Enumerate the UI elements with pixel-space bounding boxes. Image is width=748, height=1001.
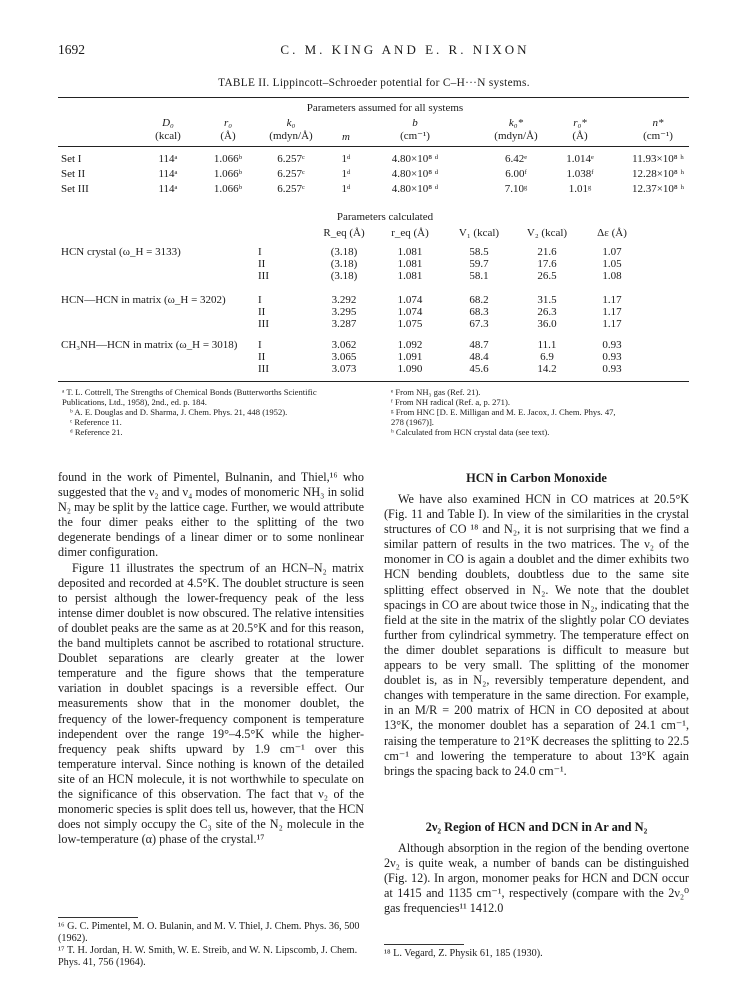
cell: 1.081 bbox=[397, 258, 423, 270]
cell: 26.3 bbox=[537, 306, 557, 318]
cell: 4.80×10⁸ ᵈ bbox=[391, 183, 439, 195]
set-label: Set II bbox=[61, 168, 86, 180]
cell: 0.93 bbox=[602, 363, 622, 375]
table-footnote: ᵉ From NH₃ gas (Ref. 21). bbox=[391, 387, 481, 397]
cell: 31.5 bbox=[537, 294, 557, 306]
footnote-rule bbox=[58, 917, 138, 918]
col-head: R_eq (Å) bbox=[323, 227, 365, 239]
cell: 1.081 bbox=[397, 246, 423, 258]
body-paragraph: Although absorption in the region of the bending overtone 2ν₂ is quite weak, a number of bands can be distinguished (Fig. 12). In argon, monomer peaks for HCN and DCN occur at 1415 and 1135 cm⁻¹, respectively (compare with the 2ν₂⁰ gas frequencies¹¹ 1412.0 bbox=[384, 841, 689, 916]
group-label: HCN—HCN in matrix (ω_H = 3202) bbox=[61, 294, 226, 306]
cell: 45.6 bbox=[469, 363, 489, 375]
cell: 4.80×10⁸ ᵈ bbox=[391, 153, 439, 165]
col-head: Δε (Å) bbox=[597, 227, 627, 239]
footnote-rule bbox=[384, 944, 464, 945]
right-column-block2 bbox=[384, 841, 689, 916]
cell: 1.01ᵍ bbox=[568, 183, 592, 195]
cell: 1.090 bbox=[397, 363, 423, 375]
col-unit: (cm⁻¹) bbox=[643, 130, 673, 142]
col-head: V₂ (kcal) bbox=[526, 227, 568, 239]
col-head: r₀ bbox=[223, 117, 233, 129]
section-heading: 2ν₂ Region of HCN and DCN in Ar and N₂ bbox=[425, 820, 648, 834]
cell: 6.257ᶜ bbox=[277, 183, 305, 195]
cell: 17.6 bbox=[537, 258, 557, 270]
col-head: k₀ bbox=[286, 117, 296, 129]
cell: 1ᵈ bbox=[341, 153, 351, 165]
cell: 1.17 bbox=[602, 294, 622, 306]
table-footnote: ᵇ A. E. Douglas and D. Sharma, J. Chem. Phys. 21, 448 (1952). bbox=[70, 407, 288, 417]
cell: I bbox=[258, 294, 262, 306]
cell: 11.1 bbox=[537, 339, 557, 351]
right-column-block1 bbox=[384, 492, 689, 779]
page-number: 1692 bbox=[58, 42, 85, 57]
col-head: r_eq (Å) bbox=[391, 227, 429, 239]
body-paragraph: We have also examined HCN in CO matrices at 20.5°K (Fig. 11 and Table I). In view of the similarities in the crystal structures of CO ¹⁸ and N₂, it is not surprising that we find a similar pattern of results in the two matrices. The ν₂ of the monomer in CO is again a doublet and the dimer exhibits two HCN bending doublets, doubtless due to the same site splitting effect observed in N₂. We note that the doublet spacings in CO are about twice those in N₂, indicating that the field at the site in the matrix of the slightly polar CO deviates further from cylindrical symmetry. The temperature effect on the dimer doublet separations is difficult to measure but appears to be very small. The splitting of the monomer doublet is, as in N₂, reversibly temperature dependent, and changes with temperature in the same direction. For example, in an M/R = 200 matrix of HCN in CO deposited at about 13°K, the monomer doublet has a separation of 24.1 cm⁻¹, raising the temperature to 21°K decreases the splitting to 22.5 cm⁻¹ and lowering the temperature to about 13°K again brings the spacing back to 24.0 cm⁻¹. bbox=[384, 492, 689, 778]
table-footnote: ᵈ Reference 21. bbox=[70, 427, 123, 437]
cell: 3.292 bbox=[331, 294, 357, 306]
col-head: r₀* bbox=[573, 117, 587, 129]
cell: II bbox=[258, 306, 266, 318]
col-head: m bbox=[342, 131, 350, 143]
cell: 1ᵈ bbox=[341, 183, 351, 195]
running-head: C. M. KING AND E. R. NIXON bbox=[280, 42, 530, 57]
cell: 0.93 bbox=[602, 339, 622, 351]
table-footnote: ʰ Calculated from HCN crystal data (see text). bbox=[391, 427, 550, 437]
col-unit: (cm⁻¹) bbox=[400, 130, 430, 142]
cell: 1.074 bbox=[397, 294, 423, 306]
cell: 6.9 bbox=[540, 351, 554, 363]
set-label: Set I bbox=[61, 153, 82, 165]
cell: 3.065 bbox=[331, 351, 357, 363]
cell: 114ᵃ bbox=[158, 153, 178, 165]
cell: 11.93×10⁸ ʰ bbox=[632, 153, 684, 165]
cell: II bbox=[258, 351, 266, 363]
right-footnote: ¹⁸ L. Vegard, Z. Physik 61, 185 (1930). bbox=[384, 948, 543, 959]
cell: 1.066ᵇ bbox=[213, 168, 243, 180]
cell: 3.073 bbox=[331, 363, 357, 375]
cell: 1.081 bbox=[397, 270, 423, 282]
cell: 3.295 bbox=[331, 306, 357, 318]
cell: (3.18) bbox=[330, 246, 358, 258]
cell: 48.7 bbox=[469, 339, 489, 351]
cell: II bbox=[258, 258, 266, 270]
cell: 1.08 bbox=[602, 270, 622, 282]
cell: 6.42ᵉ bbox=[504, 153, 528, 165]
table-footnote: 278 (1967)]. bbox=[391, 417, 434, 427]
cell: 68.3 bbox=[469, 306, 489, 318]
col-unit: (kcal) bbox=[155, 130, 181, 142]
cell: (3.18) bbox=[330, 270, 358, 282]
cell: 1.05 bbox=[602, 258, 622, 270]
table-footnote: ᵍ From HNC [D. E. Milligan and M. E. Jacox, J. Chem. Phys. 47, bbox=[391, 407, 616, 417]
cell: 67.3 bbox=[469, 318, 489, 330]
left-footnotes bbox=[58, 921, 364, 969]
cell: 12.37×10⁸ ʰ bbox=[631, 183, 685, 195]
cell: 68.2 bbox=[469, 294, 489, 306]
cell: 7.10ᵍ bbox=[504, 183, 528, 195]
col-head: b bbox=[412, 117, 418, 129]
table-footnote: ᶜ Reference 11. bbox=[70, 417, 122, 427]
cell: I bbox=[258, 246, 262, 258]
table-bottom-rule bbox=[58, 381, 689, 382]
table-footnote: Publications, Ltd., 1958), 2nd., ed. p. 184. bbox=[62, 397, 207, 407]
body-paragraph: found in the work of Pimentel, Bulnanin, and Thiel,¹⁶ who suggested that the ν₂ and ν₄ modes of monomeric NH₃ in solid N₂ may be split by the lattice cage. Further, we would attribute the four dimer peaks either to the splitting of the two degenerate bendings of a linear dimer or to some nonlinear dimer configuration. bbox=[58, 470, 364, 560]
cell: 14.2 bbox=[537, 363, 557, 375]
section-title-calculated: Parameters calculated bbox=[336, 211, 434, 223]
cell: 1.075 bbox=[397, 318, 423, 330]
cell: 59.7 bbox=[469, 258, 489, 270]
cell: 3.287 bbox=[331, 318, 357, 330]
footnote: ¹⁷ T. H. Jordan, H. W. Smith, W. E. Streib, and W. N. Lipscomb, J. Chem. Phys. 41, 756 (1964). bbox=[58, 945, 358, 968]
col-head: n* bbox=[652, 117, 664, 129]
table-caption: TABLE II. Lippincott–Schroeder potential for C–H···N systems. bbox=[218, 77, 530, 89]
cell: 4.80×10⁸ ᵈ bbox=[391, 168, 439, 180]
col-unit: (Å) bbox=[220, 130, 236, 142]
cell: 114ᵃ bbox=[158, 183, 178, 195]
cell: 1.014ᵉ bbox=[566, 153, 594, 165]
cell: 12.28×10⁸ ʰ bbox=[631, 168, 685, 180]
cell: 6.00ᶠ bbox=[505, 168, 527, 180]
group-label: CH₃NH—HCN in matrix (ω_H = 3018) bbox=[61, 339, 238, 351]
cell: 1ᵈ bbox=[341, 168, 351, 180]
cell: 1.07 bbox=[602, 246, 622, 258]
cell: I bbox=[258, 339, 262, 351]
section-title-assumed: Parameters assumed for all systems bbox=[306, 102, 464, 114]
table-footnote: ᶠ From NH radical (Ref. a, p. 271). bbox=[391, 397, 510, 407]
col-head: k₀* bbox=[508, 117, 524, 129]
cell: (3.18) bbox=[330, 258, 358, 270]
cell: 0.93 bbox=[602, 351, 622, 363]
cell: 58.1 bbox=[469, 270, 489, 282]
footnote: ¹⁶ G. C. Pimentel, M. O. Bulanin, and M. V. Thiel, J. Chem. Phys. 36, 500 (1962). bbox=[58, 921, 360, 944]
cell: 1.17 bbox=[602, 306, 622, 318]
cell: 1.091 bbox=[397, 351, 423, 363]
cell: 6.257ᶜ bbox=[277, 153, 305, 165]
group-label: HCN crystal (ω_H = 3133) bbox=[61, 246, 181, 258]
cell: 1.074 bbox=[397, 306, 423, 318]
col-head: D₀ bbox=[162, 117, 174, 129]
cell: 21.6 bbox=[537, 246, 557, 258]
col-unit: (mdyn/Å) bbox=[494, 130, 538, 142]
cell: 36.0 bbox=[537, 318, 557, 330]
col-unit: (Å) bbox=[572, 130, 588, 142]
cell: 48.4 bbox=[469, 351, 489, 363]
cell: 1.17 bbox=[602, 318, 622, 330]
table-top-rule bbox=[58, 97, 689, 98]
cell: 3.062 bbox=[331, 339, 357, 351]
cell: III bbox=[258, 270, 269, 282]
left-column bbox=[58, 470, 364, 847]
cell: 1.066ᵇ bbox=[213, 153, 243, 165]
table-footnote: ᵃ T. L. Cottrell, The Strengths of Chemical Bonds (Butterworths Scientific bbox=[62, 387, 317, 397]
cell: 1.092 bbox=[397, 339, 423, 351]
set-label: Set III bbox=[61, 183, 89, 195]
cell: 1.066ᵇ bbox=[213, 183, 243, 195]
cell: 58.5 bbox=[469, 246, 489, 258]
cell: 6.257ᶜ bbox=[277, 168, 305, 180]
cell: III bbox=[258, 363, 269, 375]
cell: III bbox=[258, 318, 269, 330]
body-paragraph: Figure 11 illustrates the spectrum of an HCN–N₂ matrix deposited and recorded at 4.5°K. The doublet structure is seen to persist although the lower-frequency peak of the less intense dimer doublet is now obscured. The relative intensities of doublet peaks are the same as at 20.5°K and for this reason, the band multiplets cannot be ascribed to rotational structure. Doublet separations are clearly greater at the lower temperature and the figure shows that the temperature variation in doublet spacings is a reversible effect. Our measurements show that in the monomer doublet, the frequency of the lower-frequency component is temperature independent over the range 19°–4.5°K while the higher-frequency peak shifts upward by 1.9 cm⁻¹ over this temperature interval. Since nothing is known of the detailed site of an HCN molecule, it is not worthwhile to speculate on the significance of this observation. The fact that ν₂ of the monomeric species is split does tell us, however, that the HCN does not simply occupy the C₃ site of the N₂ molecule in the low-temperature (α) phase of the crystal.¹⁷ bbox=[58, 560, 364, 847]
table-header-rule bbox=[58, 146, 689, 147]
cell: 114ᵃ bbox=[158, 168, 178, 180]
col-head: V₁ (kcal) bbox=[458, 227, 500, 239]
section-heading: HCN in Carbon Monoxide bbox=[466, 471, 607, 485]
cell: 1.038ᶠ bbox=[566, 168, 594, 180]
col-unit: (mdyn/Å) bbox=[269, 130, 313, 142]
cell: 26.5 bbox=[537, 270, 557, 282]
